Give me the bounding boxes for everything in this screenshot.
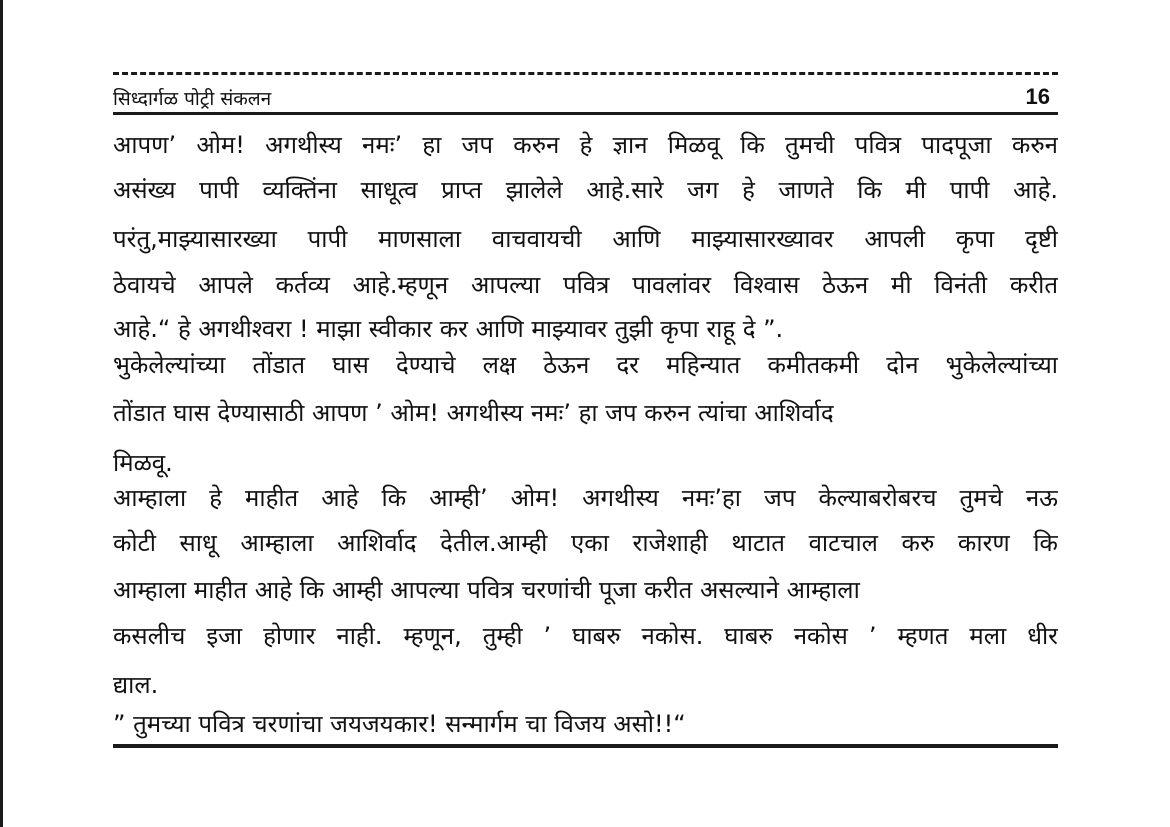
text-line: आहे.“ हे अगथीश्वरा ! माझा स्वीकार कर आणि माझ्यावर तुझी कृपा राहू दे ”. xyxy=(113,315,784,343)
text-line: आम्हाला हे माहीत आहे कि आम्ही’ ओम! अगथीस्य नमः’हा जप केल्याबरोबरच तुमचे नऊ xyxy=(113,484,1058,512)
running-header-title: सिध्दार्गळ पोट्री संकलन xyxy=(113,88,272,110)
text-line: मिळवू. xyxy=(113,449,173,477)
header-dashed-rule xyxy=(113,72,1058,75)
header-rule xyxy=(113,112,1058,115)
page-number: 16 xyxy=(1025,84,1050,109)
text-line: द्याल. xyxy=(113,671,159,699)
text-line: परंतु,माझ्यासारख्या पापी माणसाला वाचवायची आणि माझ्यासारख्यावर आपली कृपा दृष्टी xyxy=(113,225,1058,253)
text-line: आम्हाला माहीत आहे कि आम्ही आपल्या पवित्र चरणांची पूजा करीत असल्याने आम्हाला xyxy=(113,576,860,604)
text-line: कोटी साधू आम्हाला आशिर्वाद देतील.आम्ही एका राजेशाही थाटात वाटचाल करु कारण कि xyxy=(113,529,1058,557)
text-line: ठेवायचे आपले कर्तव्य आहे.म्हणून आपल्या पवित्र पावलांवर विश्वास ठेऊन मी विनंती करीत xyxy=(113,271,1058,299)
text-line: आपण’ ओम! अगथीस्य नमः’ हा जप करुन हे ज्ञान मिळवू कि तुमची पवित्र पादपूजा करुन xyxy=(113,131,1058,159)
text-line: ” तुमच्या पवित्र चरणांचा जयजयकार! सन्मार्गम चा विजय असो!!“ xyxy=(113,710,686,738)
page-left-border xyxy=(0,0,3,827)
text-line: असंख्य पापी व्यक्तिंना साधूत्व प्राप्त झालेले आहे.सारे जग हे जाणते कि मी पापी आहे. xyxy=(113,176,1058,204)
text-line: कसलीच इजा होणार नाही. म्हणून, तुम्ही ’ घाबरु नकोस. घाबरु नकोस ’ म्हणत मला धीर xyxy=(113,622,1058,650)
footer-rule xyxy=(113,744,1058,748)
text-line: भुकेलेल्यांच्या तोंडात घास देण्याचे लक्ष ठेऊन दर महिन्यात कमीतकमी दोन भुकेलेल्यांच्या xyxy=(113,351,1058,379)
text-line: तोंडात घास देण्यासाठी आपण ’ ओम! अगथीस्य नमः’ हा जप करुन त्यांचा आशिर्वाद xyxy=(113,399,834,427)
